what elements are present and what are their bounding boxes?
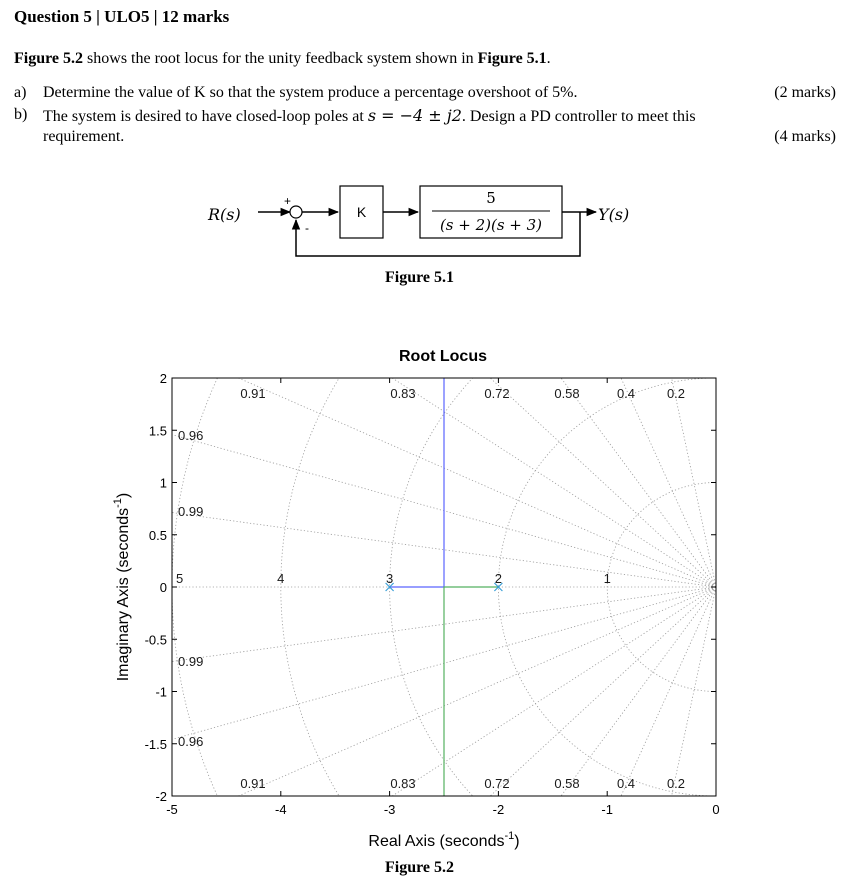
y-tick-label: -2: [155, 789, 167, 804]
x-tick-label: -2: [492, 802, 505, 817]
damping-line: [0, 587, 716, 870]
x-tick-label: -3: [383, 802, 396, 817]
gain-label: K: [356, 204, 367, 220]
damping-line: [0, 330, 716, 587]
y-tick-label: -0.5: [144, 632, 167, 648]
natural-frequency-label: 4: [277, 571, 285, 586]
damping-line: [0, 330, 716, 587]
damping-label: 0.4: [616, 776, 636, 791]
intro-figure-ref-2: Figure 5.2: [14, 50, 84, 67]
chart-series: [386, 378, 503, 796]
damping-line: [0, 587, 716, 870]
damping-label: 0.2: [666, 386, 686, 401]
y-tick-label: 0.5: [148, 527, 167, 543]
question-heading: Question 5 | ULO5 | 12 marks: [14, 7, 230, 26]
damping-line: [0, 587, 716, 870]
x-axis-label-exponent: -1: [504, 830, 515, 842]
damping-label: 0.72: [484, 386, 510, 401]
intro-period: .: [546, 50, 551, 67]
damping-line: [0, 330, 716, 587]
figure-1-caption: Figure 5.1: [385, 269, 455, 286]
input-label: R(s): [208, 205, 241, 224]
chart-title: Root Locus: [399, 348, 487, 365]
damping-label: 0.96: [178, 428, 204, 443]
intro-figure-ref-1: Figure 5.1: [477, 50, 547, 67]
natural-frequency-label: 2: [494, 571, 503, 586]
output-label: Y(s): [598, 205, 630, 224]
chart-ticks: [145, 371, 720, 817]
damping-line: [0, 587, 716, 870]
damping-line: [0, 587, 716, 870]
part-b-math: s = −4 ± j2: [367, 106, 462, 125]
part-b-text-after: . Design a PD controller to meet this: [461, 108, 696, 125]
chart-grid: [0, 330, 716, 870]
natural-frequency-label: 1: [603, 571, 611, 586]
x-tick-label: -1: [601, 802, 613, 817]
root-locus-chart: [0, 330, 866, 870]
part-b-label: b): [14, 106, 28, 123]
damping-label: 0.91: [240, 386, 266, 401]
y-tick-label: 2: [159, 371, 167, 386]
y-tick-label: 1.5: [148, 423, 167, 439]
damping-line: [0, 587, 716, 870]
part-a-marks: (2 marks): [774, 84, 836, 101]
damping-line: [0, 330, 716, 587]
damping-line: [0, 330, 716, 587]
damping-label: 0.99: [178, 504, 204, 519]
damping-line: [0, 587, 716, 870]
y-tick-label: -1.5: [144, 736, 167, 752]
damping-line: [0, 330, 716, 587]
y-axis-label: [112, 493, 132, 682]
plant-numerator: 5: [486, 189, 496, 207]
natural-frequency-label: 5: [176, 571, 184, 586]
damping-label: 0.4: [616, 386, 636, 401]
locus-branch-2: [444, 587, 498, 796]
x-axis-label-text: Real Axis (seconds: [368, 833, 505, 850]
damping-line: [0, 587, 716, 870]
y-axis-label-text: Imaginary Axis (seconds: [115, 507, 132, 682]
y-axis-label-exponent: -1: [112, 498, 124, 508]
damping-line: [0, 330, 716, 587]
damping-label: 0.2: [666, 776, 686, 791]
sum-plus-sign: +: [284, 194, 292, 208]
y-axis-label-close: ): [115, 492, 132, 499]
damping-label: 0.83: [390, 776, 416, 791]
x-tick-label: -4: [275, 802, 287, 817]
part-a-text: Determine the value of K so that the system produce a percentage overshoot of 5%.: [43, 84, 578, 101]
locus-branch-1: [390, 378, 444, 587]
damping-label: 0.83: [390, 386, 416, 401]
y-tick-label: -1: [155, 684, 167, 700]
intro-text: shows the root locus for the unity feedback system shown in: [83, 50, 478, 67]
damping-label: 0.72: [484, 776, 510, 791]
x-tick-label: -5: [166, 802, 178, 817]
question-intro: [14, 50, 551, 68]
summing-junction: [290, 206, 302, 218]
damping-label: 0.96: [178, 734, 204, 749]
damping-label: 0.58: [554, 386, 580, 401]
figure-2-caption: Figure 5.2: [385, 859, 455, 876]
damping-label: 0.58: [554, 776, 580, 791]
part-b-text-start: The system is desired to have closed-loop poles at: [43, 108, 364, 125]
y-tick-label: 0: [159, 580, 167, 595]
x-axis-label-close: ): [514, 833, 520, 850]
part-a-label: a): [14, 84, 27, 101]
sum-minus-sign: -: [305, 221, 309, 235]
x-axis-label: [368, 830, 519, 850]
damping-label: 0.99: [178, 654, 204, 669]
natural-frequency-label: 3: [385, 571, 394, 586]
y-tick-label: 1: [159, 475, 167, 491]
damping-label: 0.91: [240, 776, 266, 791]
damping-line: [0, 330, 716, 587]
x-tick-label: 0: [712, 802, 720, 817]
part-b-marks: (4 marks): [774, 128, 836, 145]
plant-denominator: (s + 2)(s + 3): [439, 216, 543, 234]
part-b-text: [43, 106, 696, 126]
part-b-text-line2: requirement.: [43, 128, 125, 145]
